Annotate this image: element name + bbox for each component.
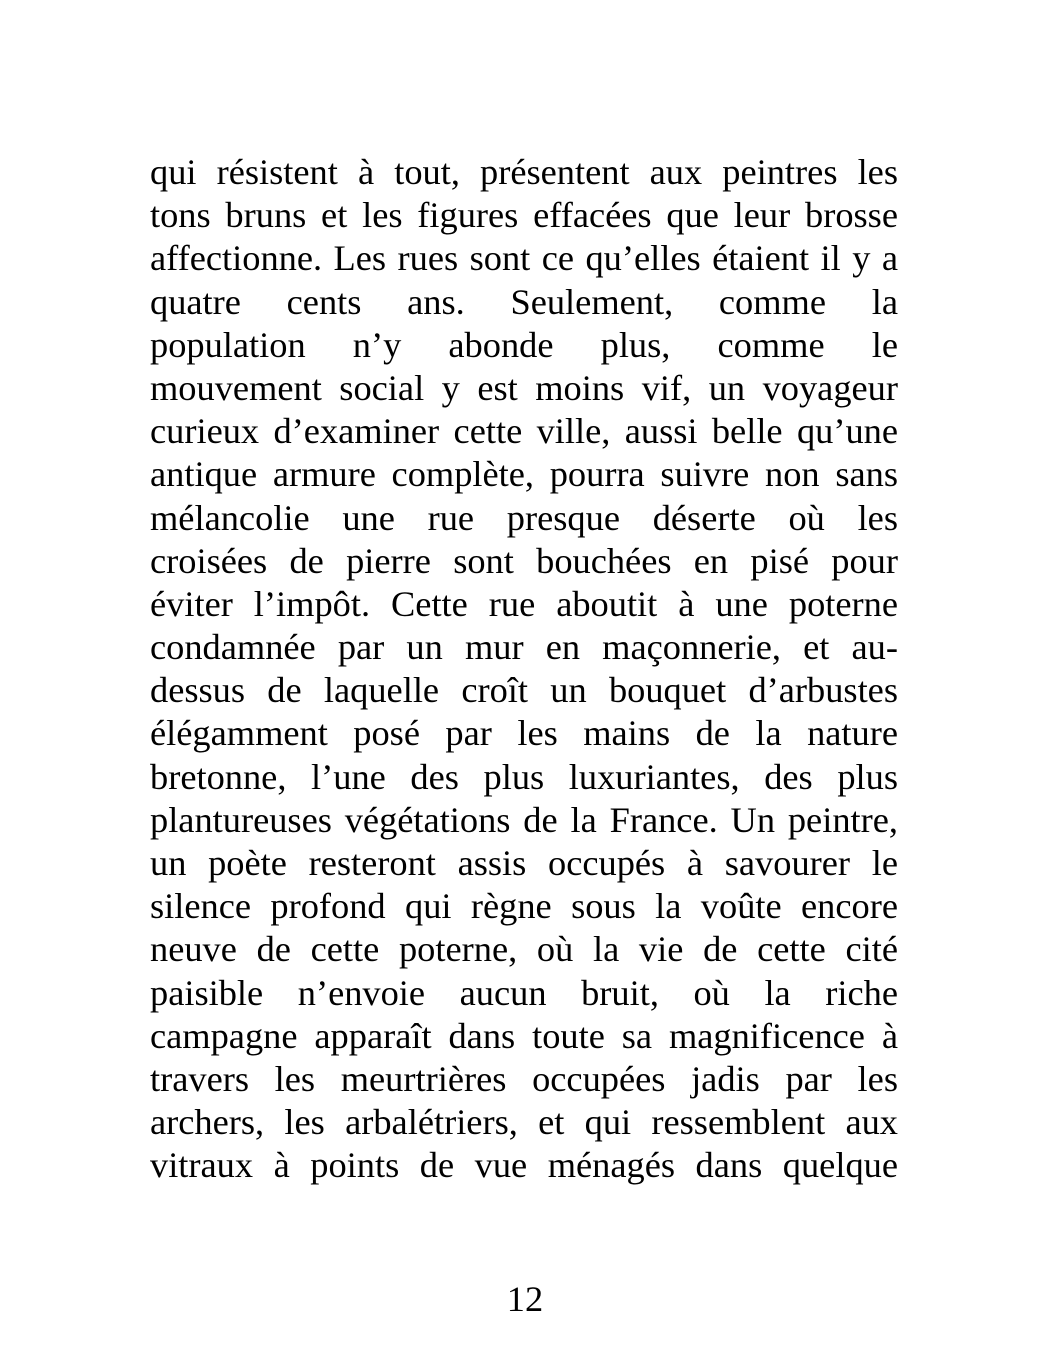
text-line: dessus de laquelle croît un bouquet d’arbustes [150,670,898,711]
text-line: quatre cents ans. Seulement, comme la [150,281,898,322]
text-line: campagne apparaît dans toute sa magnificence à [150,1015,898,1056]
text-line: tons bruns et les figures effacées que leur brosse [150,195,898,236]
text-line: éviter l’impôt. Cette rue aboutit à une poterne [150,583,898,624]
text-line: archers, les arbalétriers, et qui ressemblent aux [150,1102,898,1143]
text-line: mouvement social y est moins vif, un voyageur [150,367,898,408]
text-line: antique armure complète, pourra suivre non sans [150,454,898,495]
text-line: travers les meurtrières occupées jadis par les [150,1058,898,1099]
text-line: élégamment posé par les mains de la nature [150,713,898,754]
page-number: 12 [506,1279,544,1319]
text-line: curieux d’examiner cette ville, aussi belle qu’une [150,411,898,452]
text-line: vitraux à points de vue ménagés dans quelque [150,1145,898,1186]
text-line: croisées de pierre sont bouchées en pisé pour [150,540,898,581]
text-line: plantureuses végétations de la France. Un peintre, [150,799,898,840]
text-line: population n’y abonde plus, comme le [150,324,898,365]
text-line: silence profond qui règne sous la voûte encore [150,886,898,927]
text-line: affectionne. Les rues sont ce qu’elles étaient il y a [150,238,898,279]
text-line: qui résistent à tout, présentent aux peintres les [150,152,898,192]
body-text [150,151,898,1188]
text-line: neuve de cette poterne, où la vie de cette cité [150,929,898,970]
text-line: bretonne, l’une des plus luxuriantes, des plus [150,756,898,797]
text-line: paisible n’envoie aucun bruit, où la riche [150,972,898,1013]
text-line: un poète resteront assis occupés à savourer le [150,843,898,883]
text-line: condamnée par un mur en maçonnerie, et au- [150,627,898,668]
text-line: mélancolie une rue presque déserte où les [150,497,898,538]
